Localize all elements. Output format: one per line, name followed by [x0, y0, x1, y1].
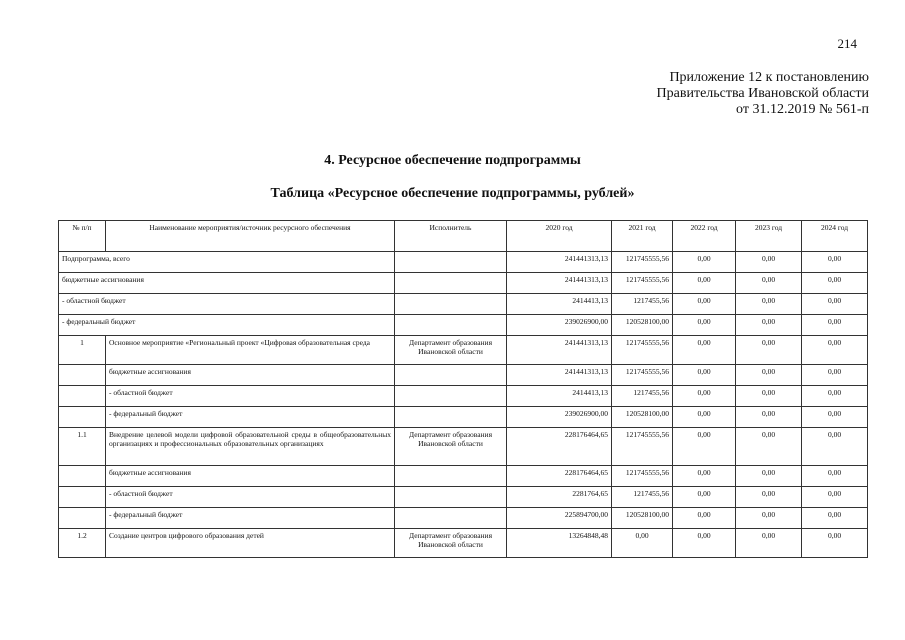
row-2022: 0,00 [673, 466, 736, 487]
row-2020: 2281764,65 [507, 487, 612, 508]
row-2024: 0,00 [802, 428, 868, 466]
row-name: Подпрограмма, всего [59, 252, 395, 273]
row-executor [395, 466, 507, 487]
row-num [59, 466, 106, 487]
row-2020: 13264848,48 [507, 529, 612, 558]
row-2023: 0,00 [736, 273, 802, 294]
row-num [59, 508, 106, 529]
table-row [59, 273, 868, 294]
table-row [59, 407, 868, 428]
row-executor [395, 487, 507, 508]
row-name: бюджетные ассигнования [106, 365, 395, 386]
row-2020: 2414413,13 [507, 294, 612, 315]
row-2020: 241441313,13 [507, 273, 612, 294]
row-2022: 0,00 [673, 386, 736, 407]
row-2022: 0,00 [673, 407, 736, 428]
row-name: Внедрение целевой модели цифровой образовательной среды в общеобразовательных организациях и профессиональных образовательных организациях [106, 428, 395, 466]
row-2024: 0,00 [802, 407, 868, 428]
row-name: - федеральный бюджет [59, 315, 395, 336]
row-2024: 0,00 [802, 252, 868, 273]
row-2021: 1217455,56 [612, 386, 673, 407]
table-row [59, 252, 868, 273]
table-header-row [59, 221, 868, 252]
row-2023: 0,00 [736, 365, 802, 386]
header-2020: 2020 год [507, 221, 612, 252]
row-2022: 0,00 [673, 508, 736, 529]
row-2024: 0,00 [802, 529, 868, 558]
row-2021: 120528100,00 [612, 315, 673, 336]
row-2022: 0,00 [673, 428, 736, 466]
row-executor [395, 294, 507, 315]
row-2022: 0,00 [673, 294, 736, 315]
row-2023: 0,00 [736, 407, 802, 428]
row-executor: Департамент образования Ивановской области [395, 336, 507, 365]
row-2023: 0,00 [736, 529, 802, 558]
row-name: Основное мероприятие «Региональный проект «Цифровая образовательная среда [106, 336, 395, 365]
row-2021: 121745555,56 [612, 428, 673, 466]
row-2023: 0,00 [736, 508, 802, 529]
row-2021: 120528100,00 [612, 407, 673, 428]
row-2024: 0,00 [802, 336, 868, 365]
row-2022: 0,00 [673, 315, 736, 336]
row-2024: 0,00 [802, 294, 868, 315]
page-number: 214 [837, 36, 857, 51]
header-2022: 2022 год [673, 221, 736, 252]
table-title: Таблица «Ресурсное обеспечение подпрограммы, рублей» [270, 186, 635, 201]
appendix-line: от 31.12.2019 № 561-п [736, 102, 869, 117]
row-2024: 0,00 [802, 487, 868, 508]
row-2021: 121745555,56 [612, 466, 673, 487]
table-row [59, 386, 868, 407]
row-2020: 225894700,00 [507, 508, 612, 529]
appendix-line: Правительства Ивановской области [656, 86, 869, 101]
row-executor [395, 315, 507, 336]
row-2021: 121745555,56 [612, 365, 673, 386]
table-row [59, 336, 868, 365]
row-executor [395, 273, 507, 294]
table-row [59, 294, 868, 315]
row-name: - федеральный бюджет [106, 508, 395, 529]
row-2023: 0,00 [736, 315, 802, 336]
section-title: 4. Ресурсное обеспечение подпрограммы [324, 153, 581, 168]
row-2022: 0,00 [673, 252, 736, 273]
row-2024: 0,00 [802, 315, 868, 336]
row-name: Создание центров цифрового образования детей [106, 529, 395, 558]
row-2023: 0,00 [736, 487, 802, 508]
row-2022: 0,00 [673, 273, 736, 294]
row-2021: 1217455,56 [612, 294, 673, 315]
header-num: № п/п [59, 221, 106, 252]
row-num: 1 [59, 336, 106, 365]
row-2024: 0,00 [802, 365, 868, 386]
row-name: - областной бюджет [59, 294, 395, 315]
row-2023: 0,00 [736, 252, 802, 273]
row-2021: 121745555,56 [612, 336, 673, 365]
header-executor: Исполнитель [395, 221, 507, 252]
row-2024: 0,00 [802, 386, 868, 407]
header-2021: 2021 год [612, 221, 673, 252]
row-executor: Департамент образования Ивановской области [395, 529, 507, 558]
row-executor [395, 407, 507, 428]
row-2023: 0,00 [736, 386, 802, 407]
row-2022: 0,00 [673, 365, 736, 386]
row-num [59, 487, 106, 508]
row-2021: 120528100,00 [612, 508, 673, 529]
row-name: бюджетные ассигнования [59, 273, 395, 294]
table-row [59, 466, 868, 487]
table-row [59, 529, 868, 558]
row-2021: 1217455,56 [612, 487, 673, 508]
header-2023: 2023 год [736, 221, 802, 252]
header-2024: 2024 год [802, 221, 868, 252]
row-2020: 228176464,65 [507, 428, 612, 466]
table-row [59, 487, 868, 508]
row-2024: 0,00 [802, 273, 868, 294]
row-2023: 0,00 [736, 466, 802, 487]
row-executor [395, 386, 507, 407]
row-num: 1.2 [59, 529, 106, 558]
row-2021: 121745555,56 [612, 252, 673, 273]
row-2021: 0,00 [612, 529, 673, 558]
row-2023: 0,00 [736, 294, 802, 315]
row-2020: 241441313,13 [507, 252, 612, 273]
row-num: 1.1 [59, 428, 106, 466]
row-executor [395, 252, 507, 273]
row-num [59, 365, 106, 386]
row-num [59, 407, 106, 428]
row-2022: 0,00 [673, 487, 736, 508]
row-name: бюджетные ассигнования [106, 466, 395, 487]
row-2024: 0,00 [802, 508, 868, 529]
row-2020: 228176464,65 [507, 466, 612, 487]
row-2023: 0,00 [736, 428, 802, 466]
row-2024: 0,00 [802, 466, 868, 487]
row-2022: 0,00 [673, 336, 736, 365]
row-2020: 241441313,13 [507, 365, 612, 386]
row-executor [395, 508, 507, 529]
row-name: - федеральный бюджет [106, 407, 395, 428]
table-row [59, 508, 868, 529]
row-2020: 2414413,13 [507, 386, 612, 407]
table-row [59, 315, 868, 336]
header-name: Наименование мероприятия/источник ресурсного обеспечения [106, 221, 395, 252]
row-name: - областной бюджет [106, 487, 395, 508]
row-2021: 121745555,56 [612, 273, 673, 294]
appendix-line: Приложение 12 к постановлению [669, 70, 869, 85]
row-executor [395, 365, 507, 386]
row-num [59, 386, 106, 407]
row-2023: 0,00 [736, 336, 802, 365]
resource-table [58, 220, 868, 558]
table-row [59, 365, 868, 386]
row-2022: 0,00 [673, 529, 736, 558]
table-row [59, 428, 868, 466]
row-name: - областной бюджет [106, 386, 395, 407]
appendix-block [657, 70, 869, 118]
row-2020: 241441313,13 [507, 336, 612, 365]
row-2020: 239026900,00 [507, 407, 612, 428]
row-executor: Департамент образования Ивановской области [395, 428, 507, 466]
row-2020: 239026900,00 [507, 315, 612, 336]
